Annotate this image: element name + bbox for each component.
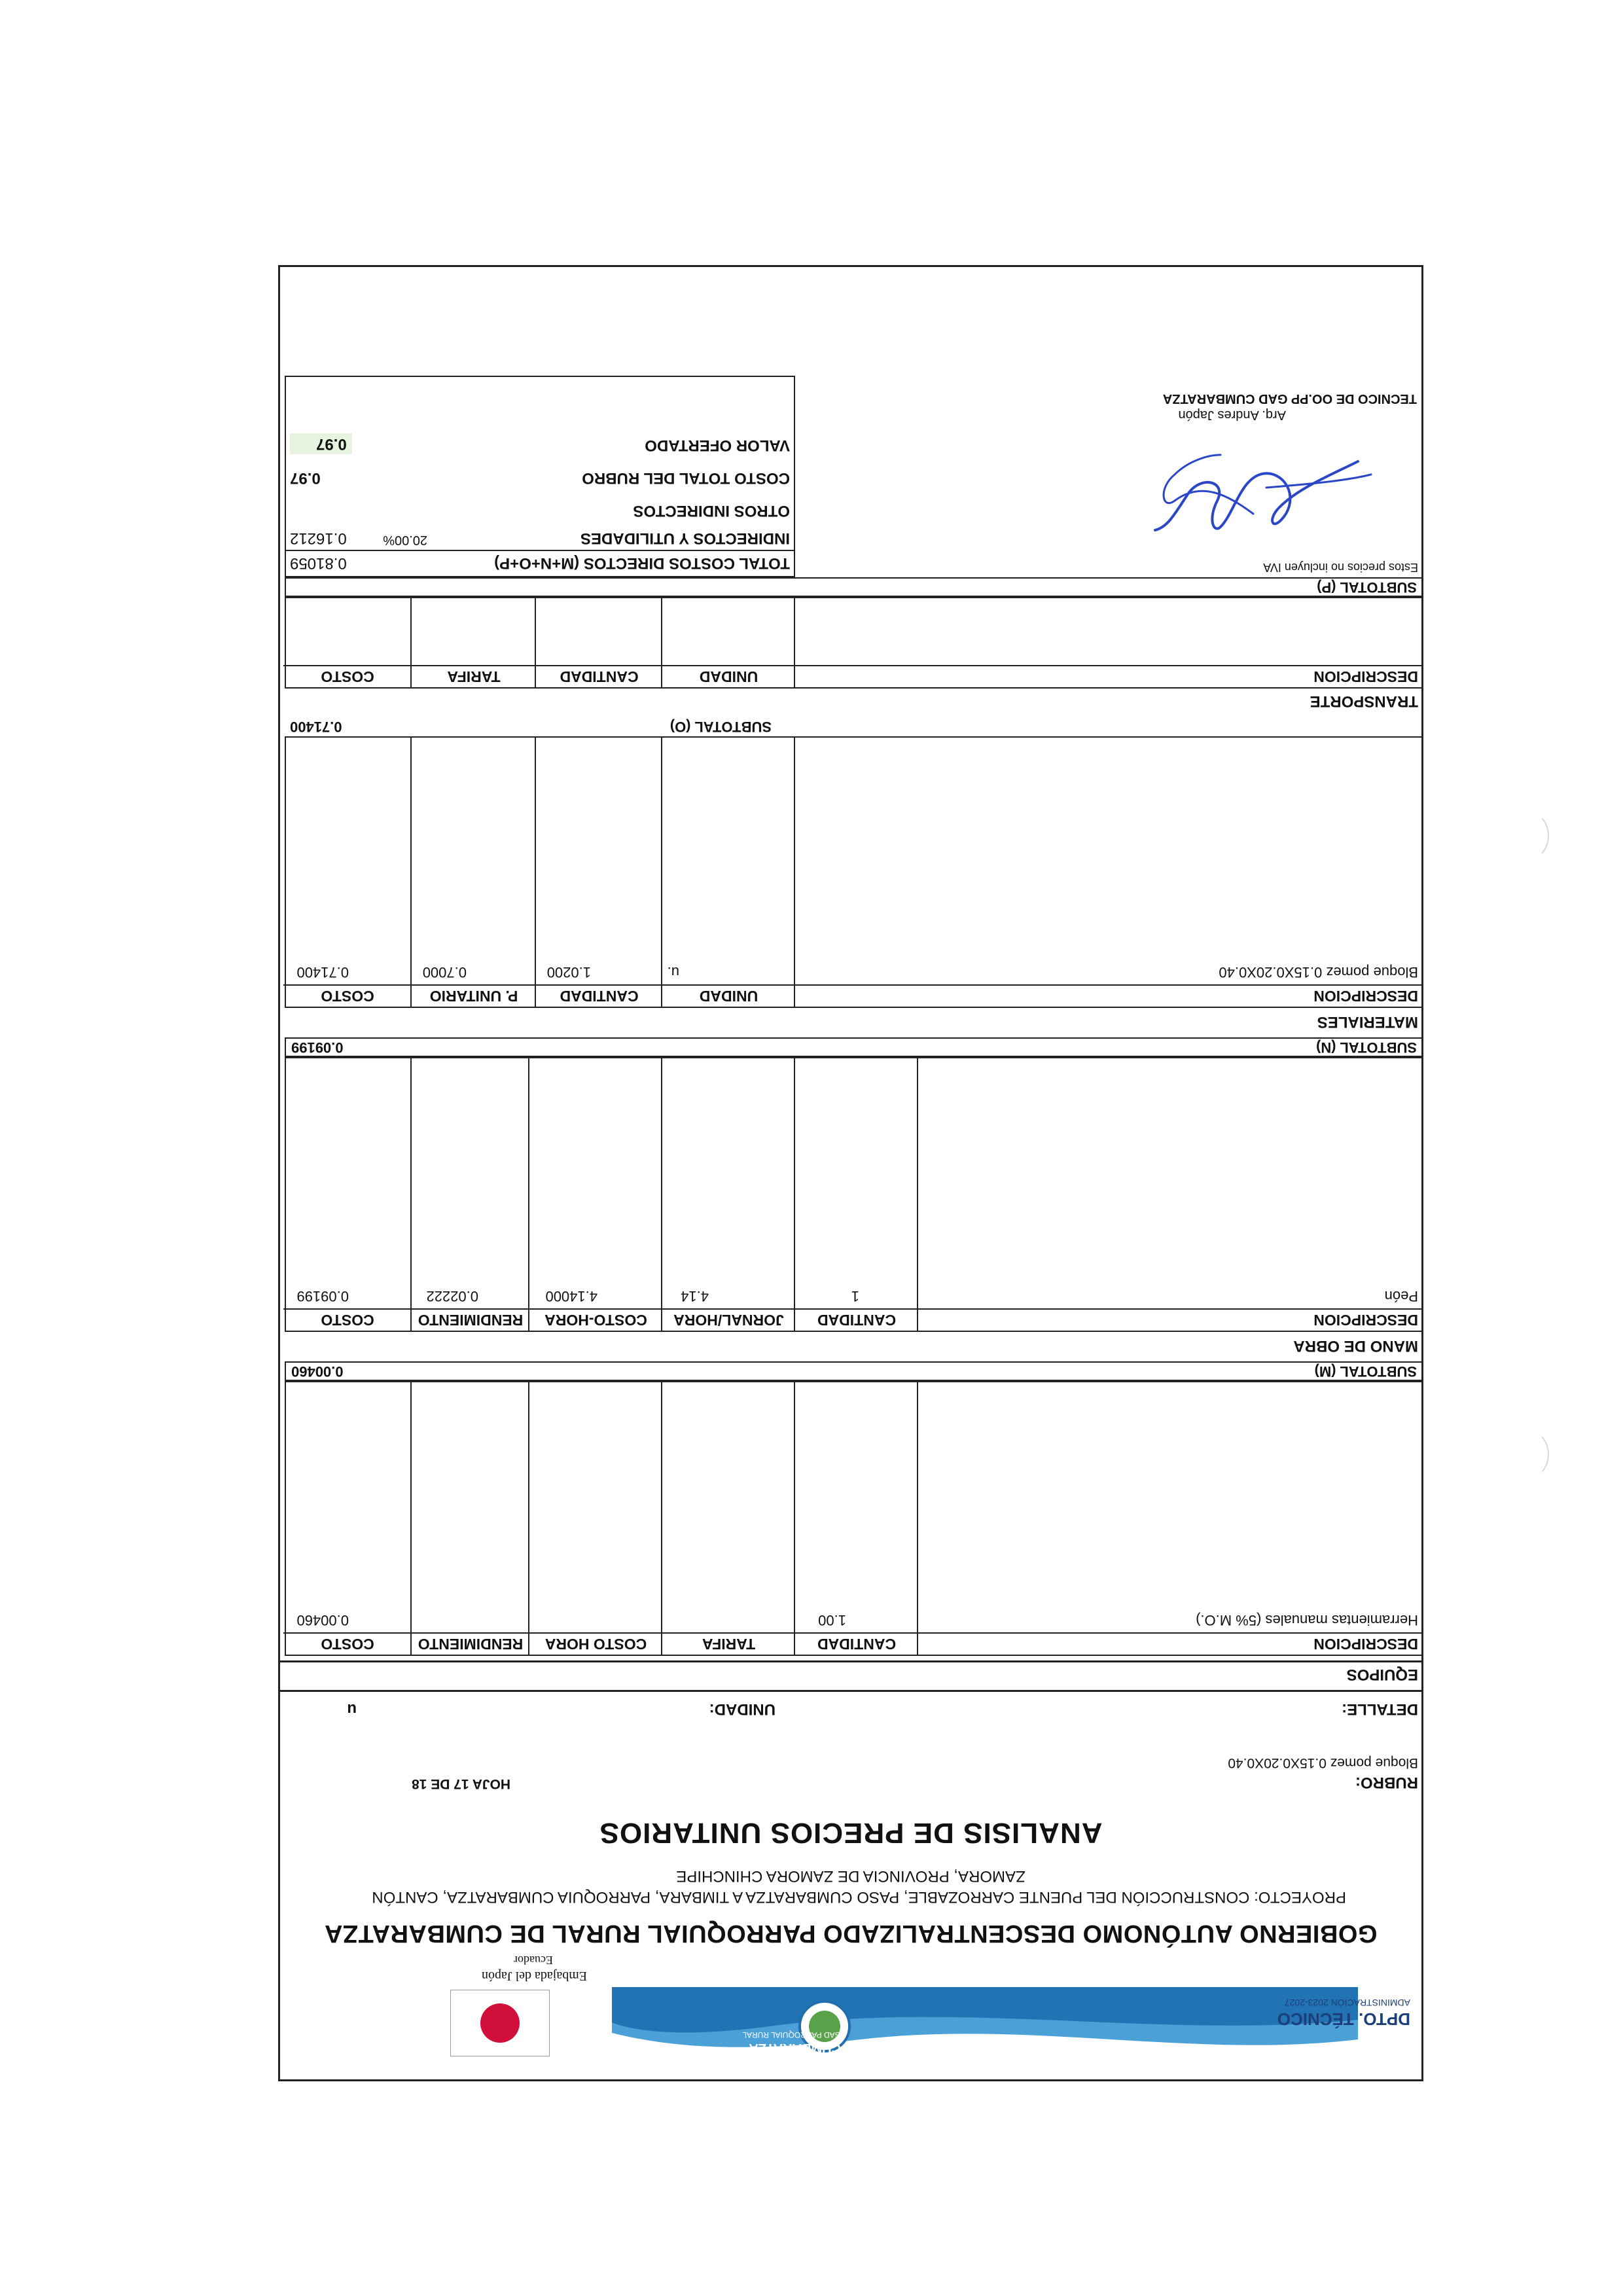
equipos-row-desc: Herramientas manuales (5% M.O.) — [1196, 1612, 1418, 1628]
rubro-value: Bloque pomez 0.15X0.20X0.40 — [1228, 1755, 1418, 1770]
equipos-head-costo: COSTO — [283, 1632, 412, 1655]
project-line1: PROYECTO: CONSTRUCCIÓN DEL PUENTE CARROZABLE, PASO CUMBARATZA A TIMBARA, PARROQUIA CUMBARATZA, CANTÓN — [372, 1888, 1346, 1906]
trans-head-costo: COSTO — [283, 665, 412, 687]
otros-row — [286, 501, 794, 526]
mano-head-jornal: JORNAL/HORA — [662, 1308, 795, 1331]
trans-head-cantidad: CANTIDAD — [536, 665, 662, 687]
equipos-subtotal-value: 0.00460 — [291, 1363, 344, 1380]
mano-head-rendimiento: RENDIMIENTO — [412, 1308, 529, 1331]
mano-obra-subtotal — [285, 1037, 1423, 1057]
transporte-subtotal — [285, 577, 1423, 597]
total-directos-row — [286, 550, 794, 576]
mat-head-cantidad: CANTIDAD — [536, 984, 662, 1007]
equipos-head-tarifa: TARIFA — [662, 1632, 795, 1655]
equipos-subtotal — [285, 1361, 1423, 1381]
signature-icon — [1135, 422, 1384, 553]
col-sep — [661, 598, 662, 687]
mat-head-costo: COSTO — [283, 984, 412, 1007]
mat-head-unidad: UNIDAD — [662, 984, 795, 1007]
mano-subtotal-label: SUBTOTAL (N) — [1316, 1039, 1417, 1056]
costo-total-row — [286, 466, 794, 491]
totals-box — [285, 376, 795, 577]
mano-head-costohora: COSTO-HORA — [529, 1308, 662, 1331]
equipos-subtotal-label: SUBTOTAL (M) — [1314, 1363, 1417, 1380]
mat-head-unitario: P. UNITARIO — [412, 984, 536, 1007]
page-title: GOBIERNO AUTÓNOMO DESCENTRALIZADO PARROQUIAL RURAL DE CUMBARATZA — [324, 1920, 1378, 1947]
materiales-title: MATERIALES — [1317, 1013, 1418, 1031]
equipos-title: EQUIPOS — [1346, 1666, 1418, 1683]
mat-row-desc: Bloque pomez 0.15X0.20X0.40 — [1219, 964, 1418, 980]
col-sep — [794, 1382, 795, 1655]
equipos-head-rendimiento: RENDIMIENTO — [412, 1632, 529, 1655]
total-directos-value: 0.81059 — [290, 554, 347, 572]
mano-row-cantidad: 1 — [851, 1288, 859, 1304]
rotated-document — [278, 265, 1423, 2081]
costo-total-value: 0.97 — [290, 469, 321, 487]
unit-value: u — [347, 1700, 357, 1718]
mat-subtotal-label: SUBTOTAL (O) — [669, 719, 772, 735]
materiales-subtotal — [285, 717, 796, 736]
signer-name: Arq. Andres Japón — [1178, 408, 1286, 422]
col-sep — [794, 1058, 795, 1331]
mat-row-costo: 0.71400 — [296, 964, 349, 980]
punch-hole-top — [1508, 812, 1549, 860]
unit-label: UNIDAD: — [709, 1700, 776, 1718]
col-sep — [410, 598, 412, 687]
mano-head-desc: DESCRIPCION — [918, 1308, 1422, 1331]
mano-obra-title: MANO DE OBRA — [1293, 1337, 1418, 1355]
equipos-table — [285, 1381, 1423, 1656]
equipos-head-cantidad: CANTIDAD — [795, 1632, 918, 1655]
mano-subtotal-value: 0.09199 — [291, 1039, 344, 1056]
mat-subtotal-value: 0.71400 — [290, 719, 342, 735]
col-sep — [410, 1382, 412, 1655]
trans-head-unidad: UNIDAD — [662, 665, 795, 687]
col-sep — [661, 1382, 662, 1655]
col-sep — [410, 738, 412, 1007]
detail-label: DETALLE: — [1342, 1700, 1418, 1718]
indirectos-value: 0.16212 — [290, 529, 347, 547]
punch-hole-bottom — [1508, 1430, 1549, 1479]
col-sep — [661, 738, 662, 1007]
logo-sub: GAD PARROQUIAL RURAL — [742, 2030, 841, 2039]
valor-ofertado-value: 0.97 — [290, 433, 352, 454]
logo-text: CUMBARATZA — [749, 2041, 841, 2055]
equipos-row-cantidad: 1.00 — [818, 1612, 846, 1628]
mat-row-cantidad: 1.0200 — [546, 964, 591, 980]
mano-row-rendimiento: 0.02222 — [426, 1288, 478, 1304]
col-sep — [528, 1058, 529, 1331]
mano-row-costo: 0.09199 — [296, 1288, 349, 1304]
sheet-number: HOJA 17 DE 18 — [412, 1776, 510, 1791]
indirectos-row — [286, 526, 794, 551]
col-sep — [917, 1058, 918, 1331]
mano-obra-table — [285, 1057, 1423, 1332]
mat-row-unidad: u. — [667, 964, 679, 980]
mat-head-desc: DESCRIPCION — [795, 984, 1422, 1007]
indirectos-pct: 20.00% — [383, 533, 427, 547]
materiales-table — [285, 736, 1423, 1008]
japan-flag — [450, 1990, 550, 2056]
embassy-line1: Embajada del Japón — [481, 1969, 587, 1983]
equipos-head-desc: DESCRIPCION — [918, 1632, 1422, 1655]
flag-sun-icon — [480, 2003, 520, 2043]
mano-head-costo: COSTO — [283, 1308, 412, 1331]
rubro-label: RUBRO: — [1355, 1774, 1418, 1791]
indirectos-label: INDIRECTOS Y UTILIDADES — [580, 529, 790, 547]
project-line2: ZAMORA, PROVINCIA DE ZAMORA CHINCHIPE — [676, 1867, 1026, 1885]
equipos-bottom-rule — [278, 1660, 1423, 1662]
valor-ofertado-row — [286, 433, 794, 458]
admin-label: ADMINISTRACIÓN 2023-2027 — [1284, 1998, 1410, 2008]
equipos-row-costo: 0.00460 — [296, 1612, 349, 1628]
transporte-title: TRANSPORTE — [1310, 692, 1418, 710]
equipos-top-rule — [278, 1690, 1423, 1692]
col-sep — [535, 738, 536, 1007]
trans-subtotal-label: SUBTOTAL (P) — [1317, 579, 1417, 596]
header-logo-block — [592, 1983, 1417, 2068]
equipos-head-costohora: COSTO HORA — [529, 1632, 662, 1655]
signer-role: TECNICO DE OO.PP GAD CUMBARATZA — [1162, 391, 1417, 406]
mano-row-jornal: 4.14 — [681, 1288, 709, 1304]
mano-row-costohora: 4.14000 — [545, 1288, 597, 1304]
mat-row-unitario: 0.7000 — [422, 964, 467, 980]
col-sep — [794, 738, 795, 1007]
dept-label: DPTO. TÉCNICO — [1277, 2009, 1410, 2029]
col-sep — [410, 1058, 412, 1331]
col-sep — [661, 1058, 662, 1331]
iva-note: Estos precios no incluyen IVA — [1263, 561, 1418, 574]
wave-banner-icon — [612, 1987, 1358, 2066]
trans-head-desc: DESCRIPCION — [795, 665, 1422, 687]
valor-ofertado-label: VALOR OFERTADO — [645, 437, 790, 454]
col-sep — [794, 598, 795, 687]
costo-total-label: COSTO TOTAL DEL RUBRO — [582, 469, 790, 487]
otros-label: OTROS INDIRECTOS — [633, 502, 790, 520]
total-directos-label: TOTAL COSTOS DIRECTOS (M+N+O+P) — [494, 554, 790, 572]
col-sep — [535, 598, 536, 687]
embassy-line2: Ecuador — [514, 1954, 553, 1967]
col-sep — [917, 1382, 918, 1655]
mano-head-cantidad: CANTIDAD — [795, 1308, 918, 1331]
doc-title: ANALISIS DE PRECIOS UNITARIOS — [599, 1817, 1103, 1849]
col-sep — [528, 1382, 529, 1655]
mano-row-desc: Peón — [1384, 1288, 1418, 1304]
trans-head-tarifa: TARIFA — [412, 665, 536, 687]
transporte-table — [285, 597, 1423, 689]
